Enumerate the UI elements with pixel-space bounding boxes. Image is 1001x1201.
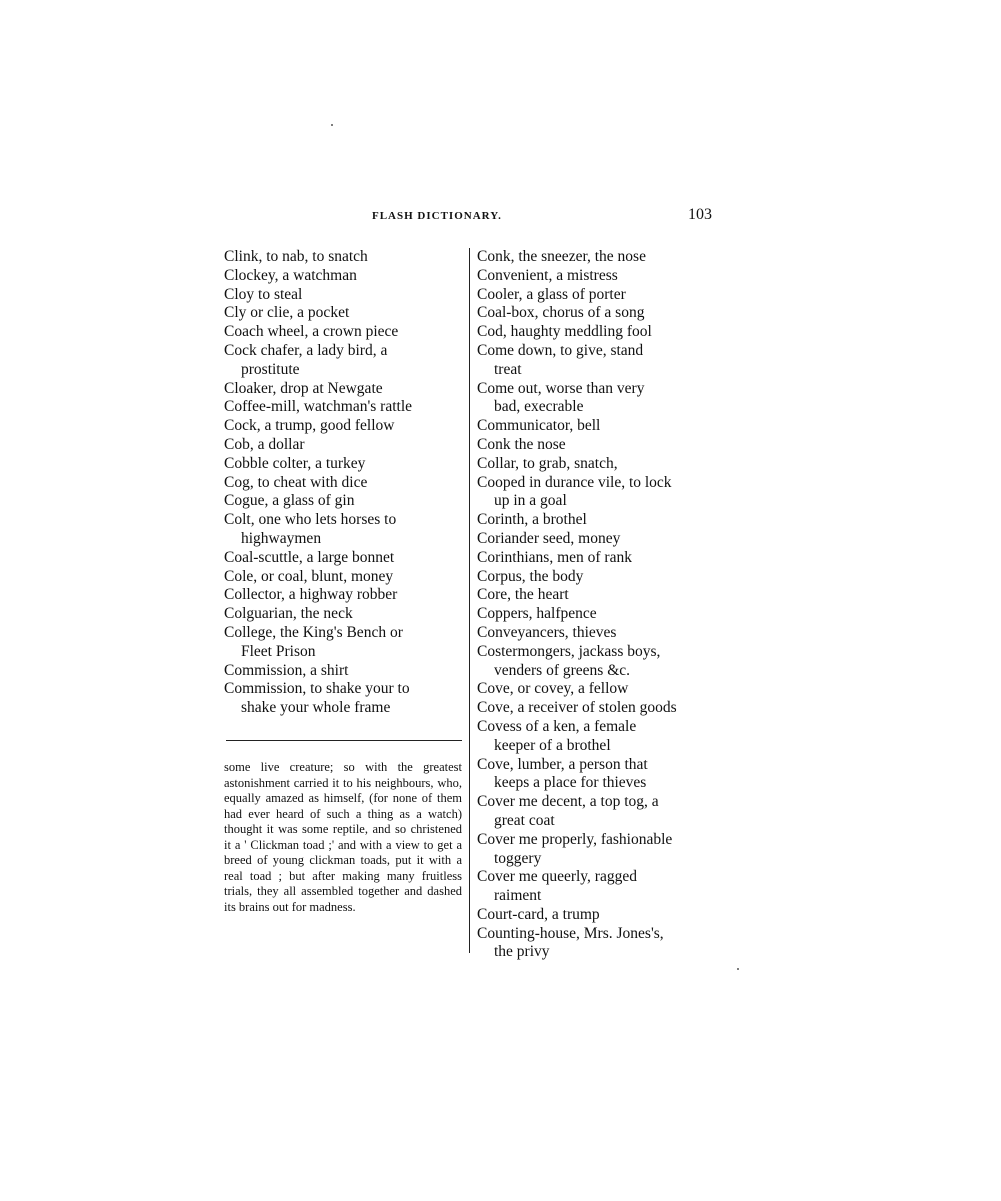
entry-line: Coppers, halfpence	[477, 605, 597, 623]
entry-line: Corpus, the body	[477, 567, 584, 585]
entry-line: Cove, a receiver of stolen goods	[477, 699, 677, 717]
entry-line: Come down, to give, stand	[477, 341, 644, 359]
entry-line: Cod, haughty meddling fool	[477, 323, 652, 341]
entry-line: Cover me properly, fashionable	[477, 830, 673, 848]
entry-line: Convenient, a mistress	[477, 266, 618, 284]
entry-continuation: raiment	[494, 887, 542, 905]
entry-line: Communicator, bell	[477, 417, 601, 435]
dictionary-entry	[224, 398, 464, 417]
entry-continuation: keeps a place for thieves	[494, 774, 647, 792]
dictionary-entry	[477, 304, 717, 323]
entry-continuation: Fleet Prison	[241, 642, 316, 660]
entry-line: Cock chafer, a lady bird, a	[224, 341, 388, 359]
dictionary-entry	[224, 586, 464, 605]
dictionary-entry	[477, 756, 717, 794]
dictionary-entry	[477, 831, 717, 869]
dictionary-entry	[224, 492, 464, 511]
entry-line: Cooler, a glass of porter	[477, 285, 626, 303]
entry-line: Cly or clie, a pocket	[224, 304, 350, 322]
entry-line: Coffee-mill, watchman's rattle	[224, 398, 413, 416]
dictionary-entry	[477, 906, 717, 925]
entry-continuation: bad, execrable	[494, 398, 584, 416]
entry-line: Coal-scuttle, a large bonnet	[224, 548, 395, 566]
entry-line: Covess of a ken, a female	[477, 717, 637, 735]
dictionary-entry	[224, 267, 464, 286]
left-column	[224, 248, 464, 718]
entry-line: Coach wheel, a crown piece	[224, 323, 399, 341]
entry-continuation: great coat	[494, 811, 555, 829]
running-title: FLASH DICTIONARY.	[372, 210, 502, 222]
dictionary-entry	[224, 304, 464, 323]
entry-continuation: the privy	[494, 943, 550, 961]
column-divider	[469, 248, 470, 953]
entry-line: Cob, a dollar	[224, 435, 305, 453]
entry-line: Cooped in durance vile, to lock	[477, 473, 672, 491]
dictionary-entry	[477, 530, 717, 549]
entry-line: Clink, to nab, to snatch	[224, 248, 368, 265]
dictionary-entry	[477, 436, 717, 455]
entry-line: Commission, to shake your to	[224, 680, 410, 698]
entry-continuation: treat	[494, 360, 522, 378]
footnote-rule	[226, 740, 462, 741]
dictionary-entry	[477, 286, 717, 305]
entry-line: Coal-box, chorus of a song	[477, 304, 645, 322]
entry-line: Collar, to grab, snatch,	[477, 454, 618, 472]
dictionary-entry	[224, 248, 464, 267]
dictionary-entry	[224, 436, 464, 455]
entry-line: Cloy to steal	[224, 285, 303, 303]
dictionary-entry	[477, 699, 717, 718]
entry-line: Corinthians, men of rank	[477, 548, 632, 566]
dictionary-entry	[224, 605, 464, 624]
entry-line: Coriander seed, money	[477, 529, 621, 547]
right-column	[477, 248, 717, 962]
speck	[331, 124, 333, 126]
dictionary-entry	[224, 380, 464, 399]
entry-line: Cogue, a glass of gin	[224, 492, 355, 510]
entry-line: Clockey, a watchman	[224, 266, 357, 284]
dictionary-entry	[477, 568, 717, 587]
page-number: 103	[688, 206, 712, 223]
dictionary-entry	[477, 323, 717, 342]
dictionary-entry	[224, 549, 464, 568]
dictionary-entry	[224, 568, 464, 587]
entry-line: Colguarian, the neck	[224, 605, 353, 623]
dictionary-entry	[224, 511, 464, 549]
dictionary-entry	[477, 342, 717, 380]
entry-line: Cove, or covey, a fellow	[477, 680, 629, 698]
dictionary-entry	[224, 455, 464, 474]
dictionary-entry	[477, 624, 717, 643]
entry-continuation: prostitute	[241, 360, 300, 378]
entry-continuation: shake your whole frame	[241, 699, 391, 717]
dictionary-entry	[224, 286, 464, 305]
dictionary-entry	[224, 342, 464, 380]
dictionary-entry	[224, 417, 464, 436]
dictionary-entry	[224, 323, 464, 342]
dictionary-entry	[477, 718, 717, 756]
entry-line: Cog, to cheat with dice	[224, 473, 368, 491]
entry-line: Colt, one who lets horses to	[224, 511, 397, 529]
dictionary-entry	[477, 868, 717, 906]
speck	[737, 968, 739, 970]
dictionary-entry	[477, 549, 717, 568]
dictionary-entry	[477, 455, 717, 474]
dictionary-entry	[224, 680, 464, 718]
entry-line: Conk the nose	[477, 435, 566, 453]
entry-line: Cloaker, drop at Newgate	[224, 379, 383, 397]
dictionary-entry	[224, 474, 464, 493]
entry-line: Counting-house, Mrs. Jones's,	[477, 924, 664, 942]
dictionary-entry	[477, 380, 717, 418]
entry-line: Cover me decent, a top tog, a	[477, 793, 659, 811]
dictionary-entry	[477, 474, 717, 512]
dictionary-entry	[477, 248, 717, 267]
footnote: some live creature; so with the greatest astonishment carried it to his neighbours, who, equally amazed as himself, (for none of them had ever heard of such a thing as a watch) thought it was some reptile, and so christened it a ' Clickman toad ;' and with a view to get a breed of young clickman toads, put it with a real toad ; but after making many fruitless trials, they all assembled together and dashed its brains out for madness.	[224, 760, 462, 914]
entry-line: Collector, a highway robber	[224, 586, 398, 604]
entry-continuation: up in a goal	[494, 492, 567, 510]
dictionary-entry	[477, 511, 717, 530]
entry-line: Corinth, a brothel	[477, 511, 587, 529]
dictionary-entry	[477, 925, 717, 963]
dictionary-entry	[477, 793, 717, 831]
entry-line: Costermongers, jackass boys,	[477, 642, 661, 660]
dictionary-entry	[477, 586, 717, 605]
entry-line: Commission, a shirt	[224, 661, 349, 679]
entry-line: Cover me queerly, ragged	[477, 868, 637, 886]
dictionary-entry	[477, 417, 717, 436]
entry-continuation: highwaymen	[241, 529, 322, 547]
dictionary-entry	[224, 662, 464, 681]
entry-continuation: toggery	[494, 849, 542, 867]
entry-line: Cole, or coal, blunt, money	[224, 567, 394, 585]
entry-line: Come out, worse than very	[477, 379, 645, 397]
dictionary-entry	[477, 680, 717, 699]
entry-line: Core, the heart	[477, 586, 569, 604]
entry-line: Cock, a trump, good fellow	[224, 417, 395, 435]
entry-line: Cove, lumber, a person that	[477, 755, 648, 773]
entry-line: Conveyancers, thieves	[477, 623, 617, 641]
entry-continuation: keeper of a brothel	[494, 736, 611, 754]
entry-line: Conk, the sneezer, the nose	[477, 248, 646, 265]
entry-line: College, the King's Bench or	[224, 623, 403, 641]
entry-line: Court-card, a trump	[477, 905, 600, 923]
dictionary-entry	[477, 267, 717, 286]
entry-continuation: venders of greens &c.	[494, 661, 631, 679]
dictionary-entry	[477, 605, 717, 624]
entry-line: Cobble colter, a turkey	[224, 454, 366, 472]
dictionary-entry	[224, 624, 464, 662]
dictionary-entry	[477, 643, 717, 681]
